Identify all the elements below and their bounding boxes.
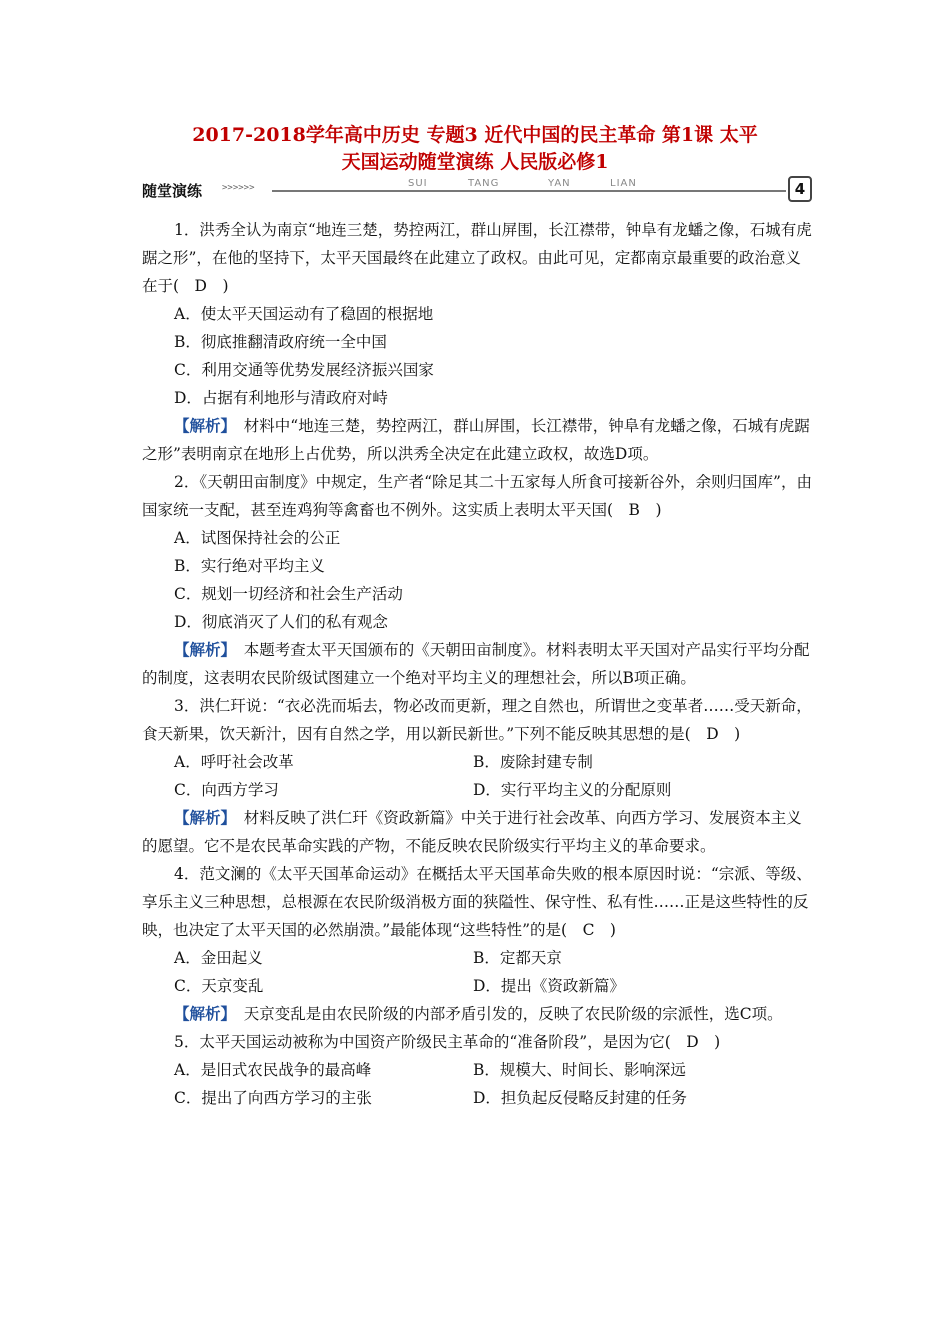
option: A．金田起义	[174, 949, 263, 967]
option: C．利用交通等优势发展经济振兴国家	[174, 361, 434, 379]
explanation-tag: 【解析】	[174, 416, 229, 435]
explanation-text: 天京变乱是由农民阶级的内部矛盾引发的，反映了农民阶级的宗派性，选C项。	[228, 1005, 783, 1023]
banner-pinyin-3: YAN	[544, 178, 575, 189]
option: D．彻底消灭了人们的私有观念	[174, 613, 388, 631]
question-stem: 2．《天朝田亩制度》中规定，生产者“除足其二十五家每人所食可接新谷外，余则归国库”，由国家统一支配，甚至连鸡狗等禽畜也不例外。这实质上表明太平天国( B )	[142, 473, 812, 519]
explanation-tag: 【解析】	[174, 808, 229, 827]
banner-arrows: >>>>>>	[222, 183, 255, 193]
explanation-tag: 【解析】	[174, 640, 229, 659]
explanation-text: 材料中“地连三楚，势控两江，群山屏围，长江襟带，钟阜有龙蟠之像，石城有虎踞之形”表明南京在地形上占优势，所以洪秀全决定在此建立政权，故选D项。	[142, 417, 810, 463]
option: C．向西方学习	[174, 781, 279, 799]
explanation-tag: 【解析】	[174, 1004, 229, 1023]
question-stem: 1．洪秀全认为南京“地连三楚，势控两江，群山屏围，长江襟带，钟阜有龙蟠之像，石城有虎踞之形”，在他的坚持下，太平天国最终在此建立了政权。由此可见，定都南京最重要的政治意义在于( D )	[142, 221, 812, 295]
section-banner	[142, 176, 812, 206]
option-row	[142, 748, 812, 776]
explanation	[142, 636, 812, 692]
option: A．试图保持社会的公正	[174, 529, 341, 547]
option: A．呼吁社会改革	[174, 753, 294, 771]
option: C．提出了向西方学习的主张	[174, 1089, 372, 1107]
option: A．使太平天国运动有了稳固的根据地	[174, 305, 434, 323]
option: B．定都天京	[473, 949, 562, 967]
question-list	[142, 216, 812, 1112]
explanation	[142, 412, 812, 468]
option: B．彻底推翻清政府统一全中国	[174, 333, 387, 351]
option: A．是旧式农民战争的最高峰	[174, 1061, 372, 1079]
option-row	[142, 944, 812, 972]
question-stem: 5．太平天国运动被称为中国资产阶级民主革命的“准备阶段”，是因为它( D )	[174, 1033, 721, 1051]
option: B．实行绝对平均主义	[174, 557, 325, 575]
banner-pinyin-4: LIAN	[606, 178, 641, 189]
banner-pinyin-1: SUI	[404, 178, 432, 189]
option-row	[142, 1084, 812, 1112]
option-row	[142, 972, 812, 1000]
explanation	[142, 804, 812, 860]
title-line-2: 天国运动随堂演练 人民版必修1	[341, 151, 609, 173]
option: B．规模大、时间长、影响深远	[473, 1061, 686, 1079]
option: C．规划一切经济和社会生产活动	[174, 585, 403, 603]
option: D．实行平均主义的分配原则	[473, 781, 672, 799]
banner-label: 随堂演练	[142, 182, 203, 200]
option: C．天京变乱	[174, 977, 264, 995]
banner-rule	[272, 190, 786, 192]
question-stem: 4．范文澜的《太平天国革命运动》在概括太平天国革命失败的根本原因时说：“宗派、等级、享乐主义三种思想，总根源在农民阶级消极方面的狭隘性、保守性、私有性……正是这些特性的反映，也决定了太平天国的必然崩溃。”最能体现“这些特性”的是( C )	[142, 865, 812, 939]
explanation-text: 材料反映了洪仁玕《资政新篇》中关于进行社会改革、向西方学习、发展资本主义的愿望。它不是农民革命实践的产物，不能反映农民阶级实行平均主义的革命要求。	[142, 809, 802, 855]
explanation	[142, 1000, 812, 1028]
option: D．提出《资政新篇》	[473, 977, 625, 995]
option-row	[142, 1056, 812, 1084]
banner-number-badge: 4	[788, 176, 812, 202]
page-title	[100, 122, 850, 176]
option: D．担负起反侵略反封建的任务	[473, 1089, 687, 1107]
option: D．占据有利地形与清政府对峙	[174, 389, 388, 407]
title-line-1: 2017-2018学年高中历史 专题3 近代中国的民主革命 第1课 太平	[192, 124, 758, 146]
explanation-text: 本题考查太平天国颁布的《天朝田亩制度》。材料表明太平天国对产品实行平均分配的制度，这表明农民阶级试图建立一个绝对平均主义的理想社会，所以B项正确。	[142, 641, 810, 687]
option: B．废除封建专制	[473, 753, 593, 771]
question-stem: 3．洪仁玕说：“衣必洗而垢去，物必改而更新，理之自然也，所谓世之变革者……受天新命，食天新果，饮天新汁，因有自然之学，用以新民新世。”下列不能反映其思想的是( D )	[142, 697, 812, 743]
option-row	[142, 776, 812, 804]
banner-pinyin-2: TANG	[464, 178, 503, 189]
